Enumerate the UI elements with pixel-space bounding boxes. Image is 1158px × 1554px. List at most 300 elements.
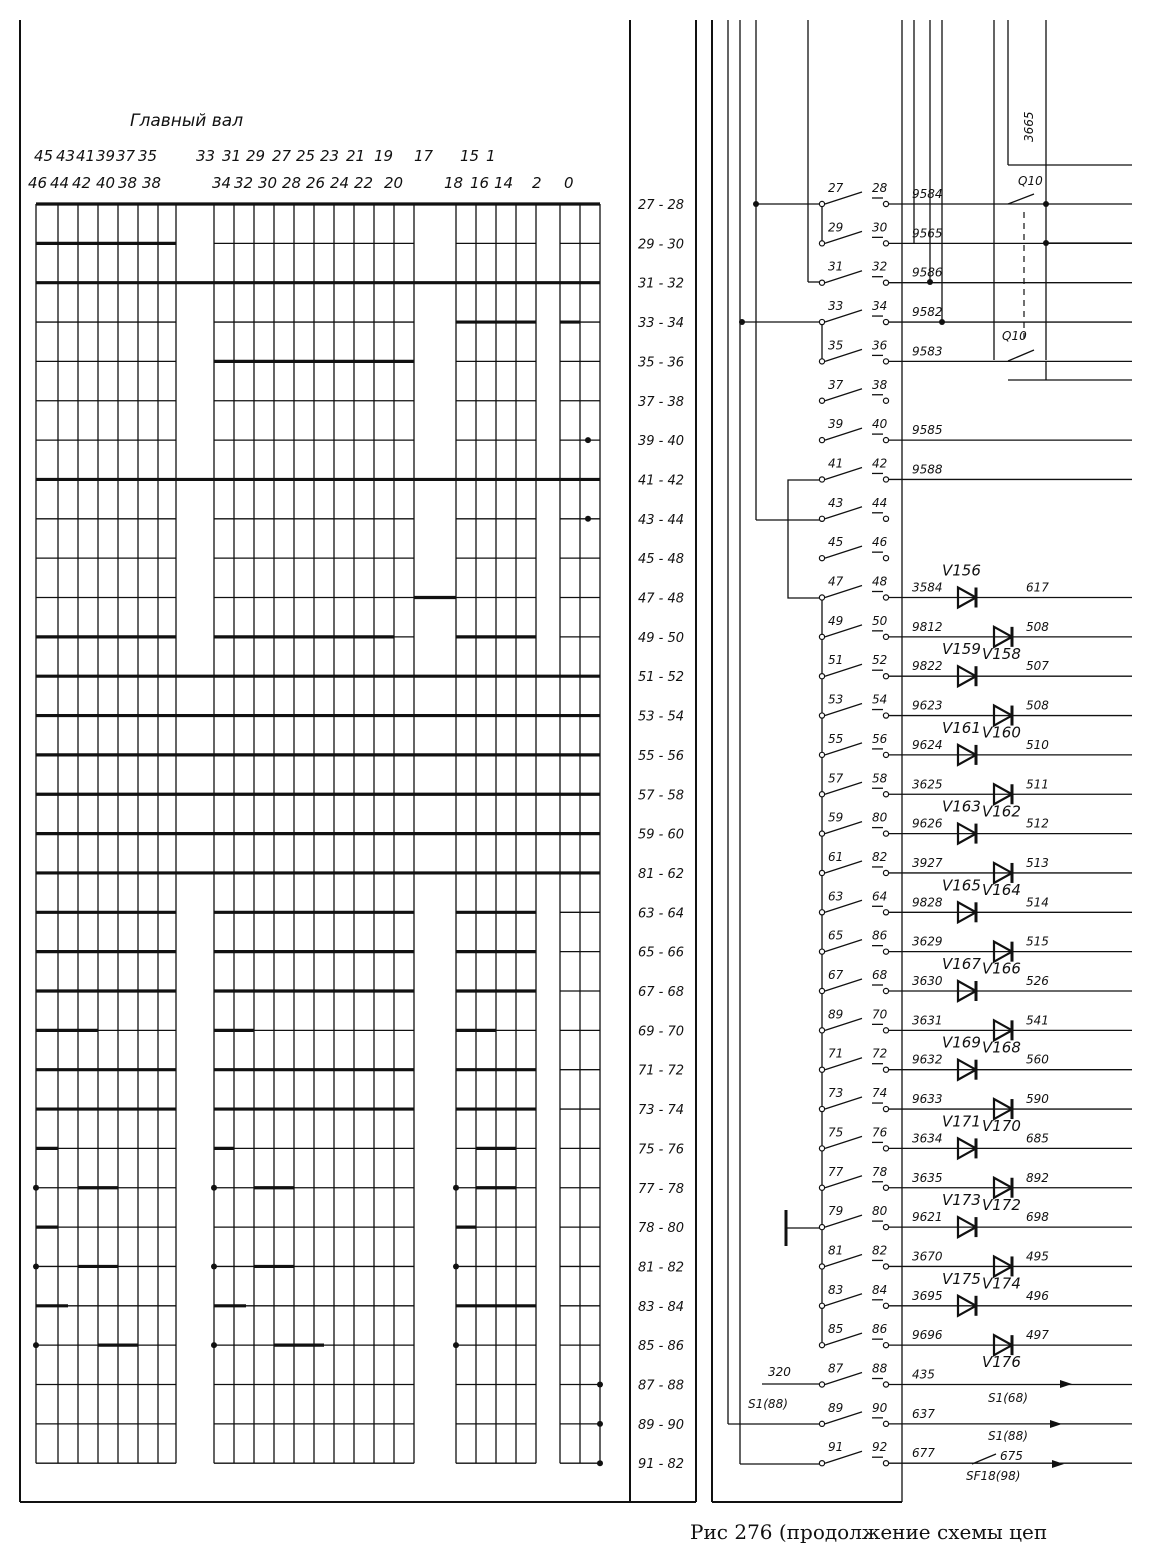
row-label: 53 - 54 (638, 709, 685, 725)
contact-terminal (883, 280, 888, 285)
column-label-top: 27 (272, 147, 292, 165)
column-label-top: 45 (34, 147, 54, 165)
contact-terminal (883, 477, 888, 482)
contact-pair (819, 456, 1132, 482)
matrix-node-dot (585, 437, 591, 443)
diode-label: V161 (942, 718, 981, 737)
wire-number: 3625 (912, 777, 943, 792)
contact-number: 45 (828, 535, 844, 550)
contact-terminal (819, 1028, 824, 1033)
row-label: 78 - 80 (638, 1221, 685, 1237)
wire-3665-label: 3665 (1022, 111, 1036, 142)
contact-terminal (819, 713, 824, 718)
wire-number: 9588 (912, 462, 943, 477)
diode-label: V168 (982, 1038, 1021, 1057)
column-label-bottom: 26 (306, 174, 326, 192)
contact-pair (819, 562, 1132, 608)
row-label: 83 - 84 (638, 1299, 685, 1315)
row-label: 85 - 86 (638, 1339, 685, 1355)
contact-terminal (819, 241, 824, 246)
contact-number: 89 (828, 1007, 844, 1022)
wire-number: 9632 (912, 1052, 943, 1067)
contact-number: 67 (828, 968, 844, 982)
row-label: 73 - 74 (638, 1103, 685, 1119)
column-label-bottom: 24 (330, 174, 350, 192)
node-dot (927, 279, 933, 285)
contact-number: 72 (872, 1046, 888, 1061)
q10-bottom-switch (1008, 350, 1034, 361)
row-label: 87 - 88 (638, 1378, 685, 1394)
diode-output-number: 514 (1026, 895, 1049, 910)
contact-terminal (883, 1461, 888, 1466)
column-label-top: 39 (96, 147, 116, 165)
column-label-top: 43 (56, 147, 76, 165)
wire-number: 435 (912, 1367, 935, 1382)
diode-output-number: 508 (1026, 619, 1049, 634)
wire-number: 3630 (912, 974, 943, 988)
contact-terminal (883, 1343, 888, 1348)
contact-number: 82 (872, 849, 888, 864)
contact-number: 27 (828, 181, 844, 195)
contact-terminal (883, 319, 888, 324)
diode-output-number: 526 (1026, 974, 1049, 988)
contact-number: 41 (828, 456, 844, 471)
contact-number: 56 (872, 731, 888, 746)
contact-terminal (883, 1225, 888, 1230)
contact-terminal (819, 1185, 824, 1190)
wire-number: 9582 (912, 305, 943, 320)
contact-terminal (819, 988, 824, 993)
contact-number: 39 (828, 417, 844, 432)
column-label-top: 31 (222, 147, 242, 165)
diode-output-number: 698 (1026, 1210, 1049, 1225)
wire-number: 3927 (912, 855, 943, 870)
wire-number: 3695 (912, 1288, 943, 1303)
contact-number: 51 (828, 653, 844, 668)
contact-terminal (819, 1225, 824, 1230)
contact-terminal (883, 988, 888, 993)
row-label: 31 - 32 (638, 276, 685, 292)
contact-terminal (883, 556, 888, 561)
contact-pair (819, 181, 1132, 207)
row-label: 65 - 66 (638, 945, 685, 961)
diode-label: V172 (982, 1195, 1021, 1214)
contact-terminal (819, 870, 824, 875)
contact-number: 90 (872, 1400, 888, 1415)
s1-68-label: S1(68) (988, 1391, 1028, 1405)
column-label-bottom: 20 (384, 174, 404, 192)
diode-output-number: 541 (1026, 1013, 1049, 1028)
row-label: 43 - 44 (638, 512, 685, 528)
column-label-bottom: 28 (282, 174, 302, 192)
wire-number: 9696 (912, 1328, 943, 1343)
column-label-top: 23 (320, 147, 340, 165)
row-label: 35 - 36 (638, 355, 685, 371)
contact-pair (819, 876, 1132, 922)
contact-number: 83 (828, 1282, 844, 1297)
contact-terminal (883, 438, 888, 443)
column-label-top: 17 (414, 147, 434, 165)
matrix-node-dot (453, 1263, 459, 1269)
wire-number: 3635 (912, 1170, 943, 1185)
contact-number: 55 (828, 731, 844, 746)
wire (788, 480, 822, 598)
wire-number: 9633 (912, 1092, 943, 1107)
contact-terminal (883, 1185, 888, 1190)
diode-label: V174 (982, 1274, 1021, 1293)
diode-output-number: 507 (1026, 659, 1049, 674)
contact-number: 58 (872, 771, 888, 786)
contact-number: 54 (872, 692, 888, 707)
contact-number: 43 (828, 495, 844, 510)
contact-number: 32 (872, 259, 888, 274)
column-label-top: 1 (486, 147, 496, 165)
matrix-node-dot (211, 1263, 217, 1269)
contact-number: 59 (828, 810, 844, 825)
contact-number: 70 (872, 1007, 888, 1022)
contact-number: 71 (828, 1046, 844, 1061)
column-label-top: 21 (346, 147, 366, 165)
column-label-top: 25 (296, 147, 316, 165)
contact-number: 64 (872, 889, 888, 904)
row-label: 57 - 58 (638, 788, 685, 804)
row-label: 81 - 82 (638, 1260, 685, 1276)
row-label: 41 - 42 (638, 473, 685, 489)
contact-terminal (819, 477, 824, 482)
contact-number: 57 (828, 771, 844, 786)
diode-output-number: 512 (1026, 816, 1049, 831)
contact-number: 86 (872, 1322, 888, 1337)
contact-number: 40 (872, 417, 888, 432)
contact-number: 47 (828, 574, 844, 589)
contact-terminal (883, 870, 888, 875)
main-shaft-title: Главный вал (130, 111, 244, 131)
contact-terminal (883, 792, 888, 797)
contact-terminal (883, 595, 888, 600)
wire-number: 3631 (912, 1013, 943, 1028)
contact-number: 28 (872, 181, 888, 195)
contact-pair (819, 1191, 1132, 1237)
contact-number: 73 (828, 1086, 844, 1101)
contact-terminal (819, 595, 824, 600)
wire-number: 637 (912, 1406, 935, 1421)
contact-terminal (883, 1264, 888, 1269)
diode-label: V171 (942, 1112, 981, 1131)
contact-number: 53 (828, 692, 844, 707)
diode-label: V165 (942, 876, 981, 895)
diode-label: V170 (982, 1117, 1021, 1136)
contact-number: 82 (872, 1243, 888, 1258)
contact-number: 52 (872, 653, 888, 668)
wire-number: 9822 (912, 659, 943, 674)
contact-pair (819, 1362, 1132, 1388)
matrix-node-dot (33, 1263, 39, 1269)
input-320-label: 320 (768, 1365, 791, 1379)
column-label-bottom: 32 (234, 174, 254, 192)
contact-number: 80 (872, 1204, 888, 1219)
contact-number: 34 (872, 299, 888, 314)
q10-top-label: Q10 (1018, 174, 1043, 188)
contact-number: 48 (872, 574, 888, 589)
contact-terminal (883, 1303, 888, 1308)
row-label: 27 - 28 (638, 198, 685, 213)
column-label-bottom: 34 (212, 174, 232, 192)
wire-number: 9621 (912, 1210, 943, 1225)
contact-terminal (883, 241, 888, 246)
row-label: 75 - 76 (638, 1142, 685, 1158)
column-label-top: 33 (196, 147, 216, 165)
diode-label: V159 (942, 640, 981, 659)
contact-terminal (819, 674, 824, 679)
contact-terminal (819, 556, 824, 561)
row-label: 67 - 68 (638, 985, 685, 1000)
column-label-bottom: 14 (494, 174, 514, 192)
diode-label: V156 (942, 561, 981, 580)
contact-terminal (819, 398, 824, 403)
contact-number: 50 (872, 613, 888, 628)
s1-88-left-label: S1(88) (748, 1397, 788, 1411)
row-label: 55 - 56 (638, 748, 685, 764)
wire-675-label: 675 (1000, 1449, 1023, 1463)
q10-bottom-label: Q10 (1002, 329, 1027, 343)
contact-terminal (883, 949, 888, 954)
row-label: 37 - 38 (638, 394, 685, 410)
contact-number: 81 (828, 1243, 844, 1258)
column-label-top: 19 (374, 147, 394, 165)
wire-number: 9624 (912, 737, 943, 752)
contact-terminal (819, 792, 824, 797)
row-label: 77 - 78 (638, 1181, 685, 1197)
wire-number: 3634 (912, 1131, 943, 1146)
contact-terminal (819, 280, 824, 285)
contact-terminal (883, 359, 888, 364)
contact-number: 75 (828, 1125, 844, 1140)
contact-pair (819, 299, 1132, 325)
matrix-node-dot (597, 1382, 603, 1388)
contact-number: 65 (828, 928, 844, 943)
contact-pair (819, 417, 1132, 443)
contact-terminal (883, 831, 888, 836)
row-label: 49 - 50 (638, 630, 685, 646)
row-labels (638, 198, 684, 1472)
contact-pair (819, 378, 888, 404)
column-label-bottom: 42 (72, 174, 92, 192)
contact-number: 68 (872, 968, 888, 982)
diode-output-number: 495 (1026, 1249, 1049, 1264)
diode-label: V169 (942, 1033, 981, 1052)
contact-pair (819, 798, 1132, 844)
contact-terminal (883, 1067, 888, 1072)
column-label-top: 37 (116, 147, 136, 165)
contact-terminal (819, 1106, 824, 1111)
row-label: 89 - 90 (638, 1417, 685, 1433)
row-label: 45 - 48 (638, 552, 685, 568)
contact-terminal (883, 1421, 888, 1426)
contact-number: 46 (872, 535, 888, 550)
node-dot (739, 319, 745, 325)
diode-output-number: 496 (1026, 1288, 1049, 1303)
diode-label: V163 (942, 797, 981, 816)
diode-output-number: 590 (1026, 1092, 1049, 1107)
contacts (819, 181, 1132, 1466)
contact-number: 29 (828, 220, 844, 235)
contact-pair (819, 1270, 1132, 1316)
contact-pair (819, 220, 1132, 246)
matrix-node-dot (597, 1460, 603, 1466)
contact-number: 88 (872, 1361, 888, 1376)
contact-number: 31 (828, 259, 844, 274)
diode-output-number: 510 (1026, 737, 1049, 752)
contact-number: 85 (828, 1322, 844, 1337)
column-label-bottom: 30 (258, 174, 278, 192)
contact-number: 61 (828, 849, 844, 864)
row-label: 63 - 64 (638, 906, 685, 922)
contact-pair (819, 496, 888, 522)
row-label: 81 - 62 (638, 866, 685, 882)
diode-output-number: 515 (1026, 934, 1049, 949)
column-label-bottom: 0 (564, 174, 574, 192)
column-label-top: 41 (76, 147, 96, 165)
contact-terminal (819, 949, 824, 954)
contact-number: 44 (872, 495, 888, 510)
matrix-node-dot (453, 1342, 459, 1348)
wire-number: 9623 (912, 698, 943, 713)
matrix-node-dot (453, 1185, 459, 1191)
contact-terminal (819, 516, 824, 521)
diode-output-number: 617 (1026, 580, 1049, 595)
contact-terminal (819, 831, 824, 836)
contact-pair (819, 260, 1132, 286)
contact-number: 78 (872, 1164, 888, 1179)
matrix-node-dot (211, 1185, 217, 1191)
wire-number: 9828 (912, 895, 943, 910)
contact-terminal (883, 1028, 888, 1033)
matrix-node-dot (585, 516, 591, 522)
wire-number: 9585 (912, 423, 943, 438)
matrix-node-dot (33, 1342, 39, 1348)
figure-caption: Рис 276 (продолжение схемы цеп (690, 1520, 1048, 1544)
contact-terminal (883, 713, 888, 718)
contact-terminal (819, 1382, 824, 1387)
contact-pair (819, 1034, 1132, 1080)
contact-terminal (883, 634, 888, 639)
diode-label: V175 (942, 1269, 981, 1288)
arrow-head (1052, 1460, 1064, 1468)
wire-number: 3670 (912, 1249, 943, 1264)
contact-number: 49 (828, 613, 844, 628)
contact-terminal (883, 1106, 888, 1111)
contact-number: 37 (828, 377, 844, 392)
matrix-node-dot (33, 1185, 39, 1191)
column-label-bottom: 22 (354, 174, 374, 192)
matrix-node-dot (597, 1421, 603, 1427)
contact-terminal (819, 1303, 824, 1308)
diode-label: V160 (982, 723, 1021, 742)
contact-pair (819, 1322, 1132, 1371)
row-label: 51 - 52 (638, 670, 685, 686)
column-label-bottom: 46 (28, 174, 48, 192)
contact-terminal (819, 634, 824, 639)
wire-number: 9583 (912, 344, 943, 359)
column-label-bottom: 44 (50, 174, 70, 192)
column-label-top: 15 (460, 147, 480, 165)
contact-pair (819, 1112, 1132, 1158)
contact-number: 63 (828, 889, 844, 904)
contact-number: 91 (828, 1440, 844, 1455)
contact-terminal (819, 201, 824, 206)
diode-output-number: 511 (1026, 777, 1049, 792)
row-label: 91 - 82 (638, 1457, 685, 1473)
contact-number: 38 (872, 377, 888, 392)
column-label-bottom: 18 (444, 174, 464, 192)
column-labels (28, 147, 574, 192)
diode-label: V176 (982, 1353, 1021, 1372)
row-label: 33 - 34 (638, 316, 685, 332)
contact-terminal (819, 438, 824, 443)
contact-terminal (819, 752, 824, 757)
contact-number: 42 (872, 456, 888, 471)
contact-terminal (819, 359, 824, 364)
wire-number: 9584 (912, 187, 943, 201)
column-label-bottom: 38 (142, 174, 162, 192)
diode-output-number: 560 (1026, 1052, 1049, 1067)
row-label: 47 - 48 (638, 591, 685, 607)
wire-number: 3629 (912, 934, 943, 949)
s1-88-right-label: S1(88) (988, 1429, 1028, 1443)
contact-terminal (883, 201, 888, 206)
column-label-bottom: 16 (470, 174, 490, 192)
contact-terminal (883, 674, 888, 679)
column-label-top: 35 (138, 147, 158, 165)
contact-terminal (819, 1146, 824, 1151)
matrix-node-dot (211, 1342, 217, 1348)
contact-number: 76 (872, 1125, 888, 1140)
contact-number: 36 (872, 338, 888, 353)
contact-pair (819, 719, 1132, 765)
contact-terminal (819, 1067, 824, 1072)
contact-pair (819, 1401, 1132, 1427)
contact-terminal (883, 1382, 888, 1387)
column-label-bottom: 38 (118, 174, 138, 192)
contact-terminal (819, 1421, 824, 1426)
contact-pair (819, 955, 1132, 1001)
wire-number: 9586 (912, 265, 943, 280)
diode-label: V164 (982, 880, 1021, 899)
diode-output-number: 497 (1026, 1328, 1049, 1343)
row-label: 59 - 60 (638, 827, 685, 843)
contact-terminal (883, 1146, 888, 1151)
q10-top-switch (1008, 194, 1034, 204)
contact-number: 80 (872, 810, 888, 825)
contact-number: 30 (872, 220, 888, 235)
contact-number: 84 (872, 1282, 888, 1297)
wire-number: 677 (912, 1446, 935, 1461)
contact-number: 77 (828, 1164, 844, 1179)
contact-terminal (819, 910, 824, 915)
wiring (728, 20, 1132, 1502)
row-label: 29 - 30 (638, 237, 685, 253)
wire-number: 9565 (912, 226, 943, 241)
diode-label: V173 (942, 1191, 981, 1210)
sf18-label: SF18(98) (966, 1469, 1021, 1483)
diode-label: V162 (982, 802, 1021, 821)
contact-terminal (883, 398, 888, 403)
column-label-bottom: 40 (96, 174, 116, 192)
diode-output-number: 508 (1026, 698, 1049, 713)
diode-output-number: 513 (1026, 855, 1049, 870)
contact-terminal (883, 516, 888, 521)
contact-terminal (819, 319, 824, 324)
